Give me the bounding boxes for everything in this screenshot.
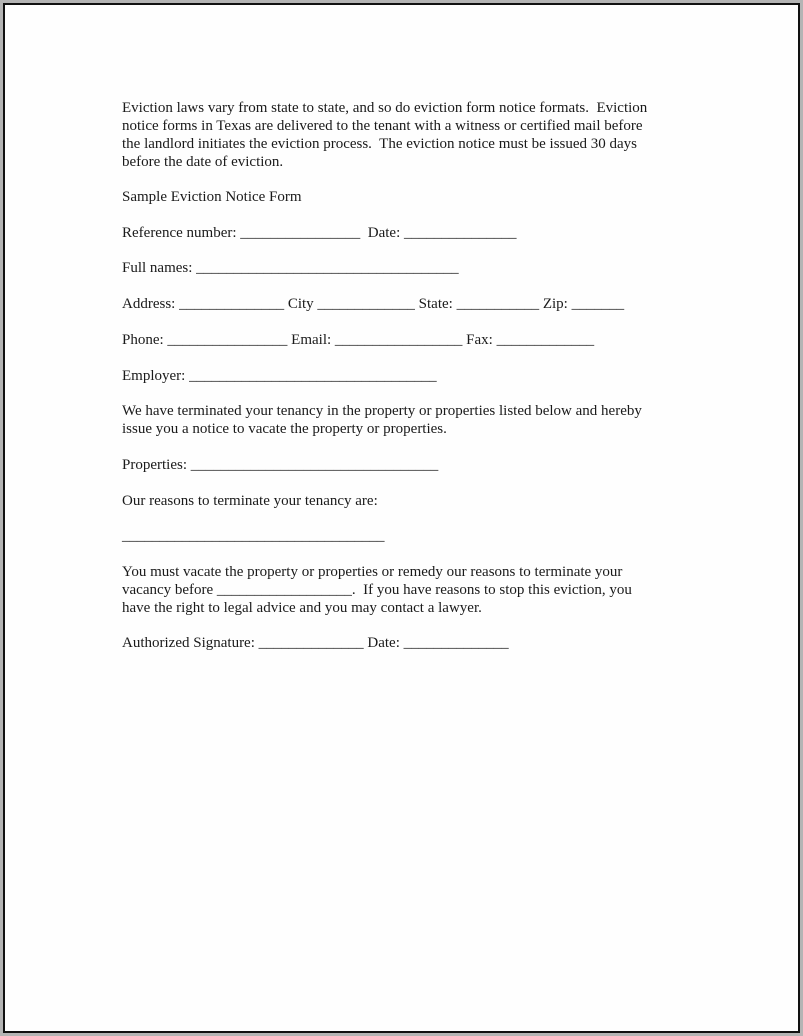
- vacate-line: You must vacate the property or properties or remedy our reasons to terminate your: [122, 564, 623, 580]
- vacate-line: vacancy before __________________. If you have reasons to stop this eviction, you: [122, 582, 632, 598]
- vacate-line: have the right to legal advice and you may contact a lawyer.: [122, 600, 482, 616]
- phone-email-fax-field: Phone: ________________ Email: _________________ Fax: _____________: [122, 332, 595, 348]
- signature-field: Authorized Signature: ______________ Date: ______________: [122, 635, 509, 651]
- intro-line: Eviction laws vary from state to state, and so do eviction form notice formats. Eviction: [122, 100, 648, 116]
- document-page: [3, 3, 800, 1033]
- reference-date-field: Reference number: ________________ Date: _______________: [122, 225, 517, 241]
- full-names-field: Full names: ___________________________________: [122, 260, 459, 276]
- intro-line: the landlord initiates the eviction process. The eviction notice must be issued 30 days: [122, 136, 638, 152]
- address-field: Address: ______________ City _____________ State: ___________ Zip: _______: [122, 296, 625, 312]
- intro-line: before the date of eviction.: [122, 154, 284, 170]
- form-title: Sample Eviction Notice Form: [122, 189, 302, 205]
- reasons-blank: ___________________________________: [122, 528, 385, 544]
- reasons-label: Our reasons to terminate your tenancy are:: [122, 493, 378, 509]
- termination-line: issue you a notice to vacate the property or properties.: [122, 421, 447, 437]
- employer-field: Employer: _________________________________: [122, 368, 437, 384]
- properties-field: Properties: _________________________________: [122, 457, 439, 473]
- intro-line: notice forms in Texas are delivered to the tenant with a witness or certified mail before: [122, 118, 643, 134]
- termination-line: We have terminated your tenancy in the property or properties listed below and hereby: [122, 403, 642, 419]
